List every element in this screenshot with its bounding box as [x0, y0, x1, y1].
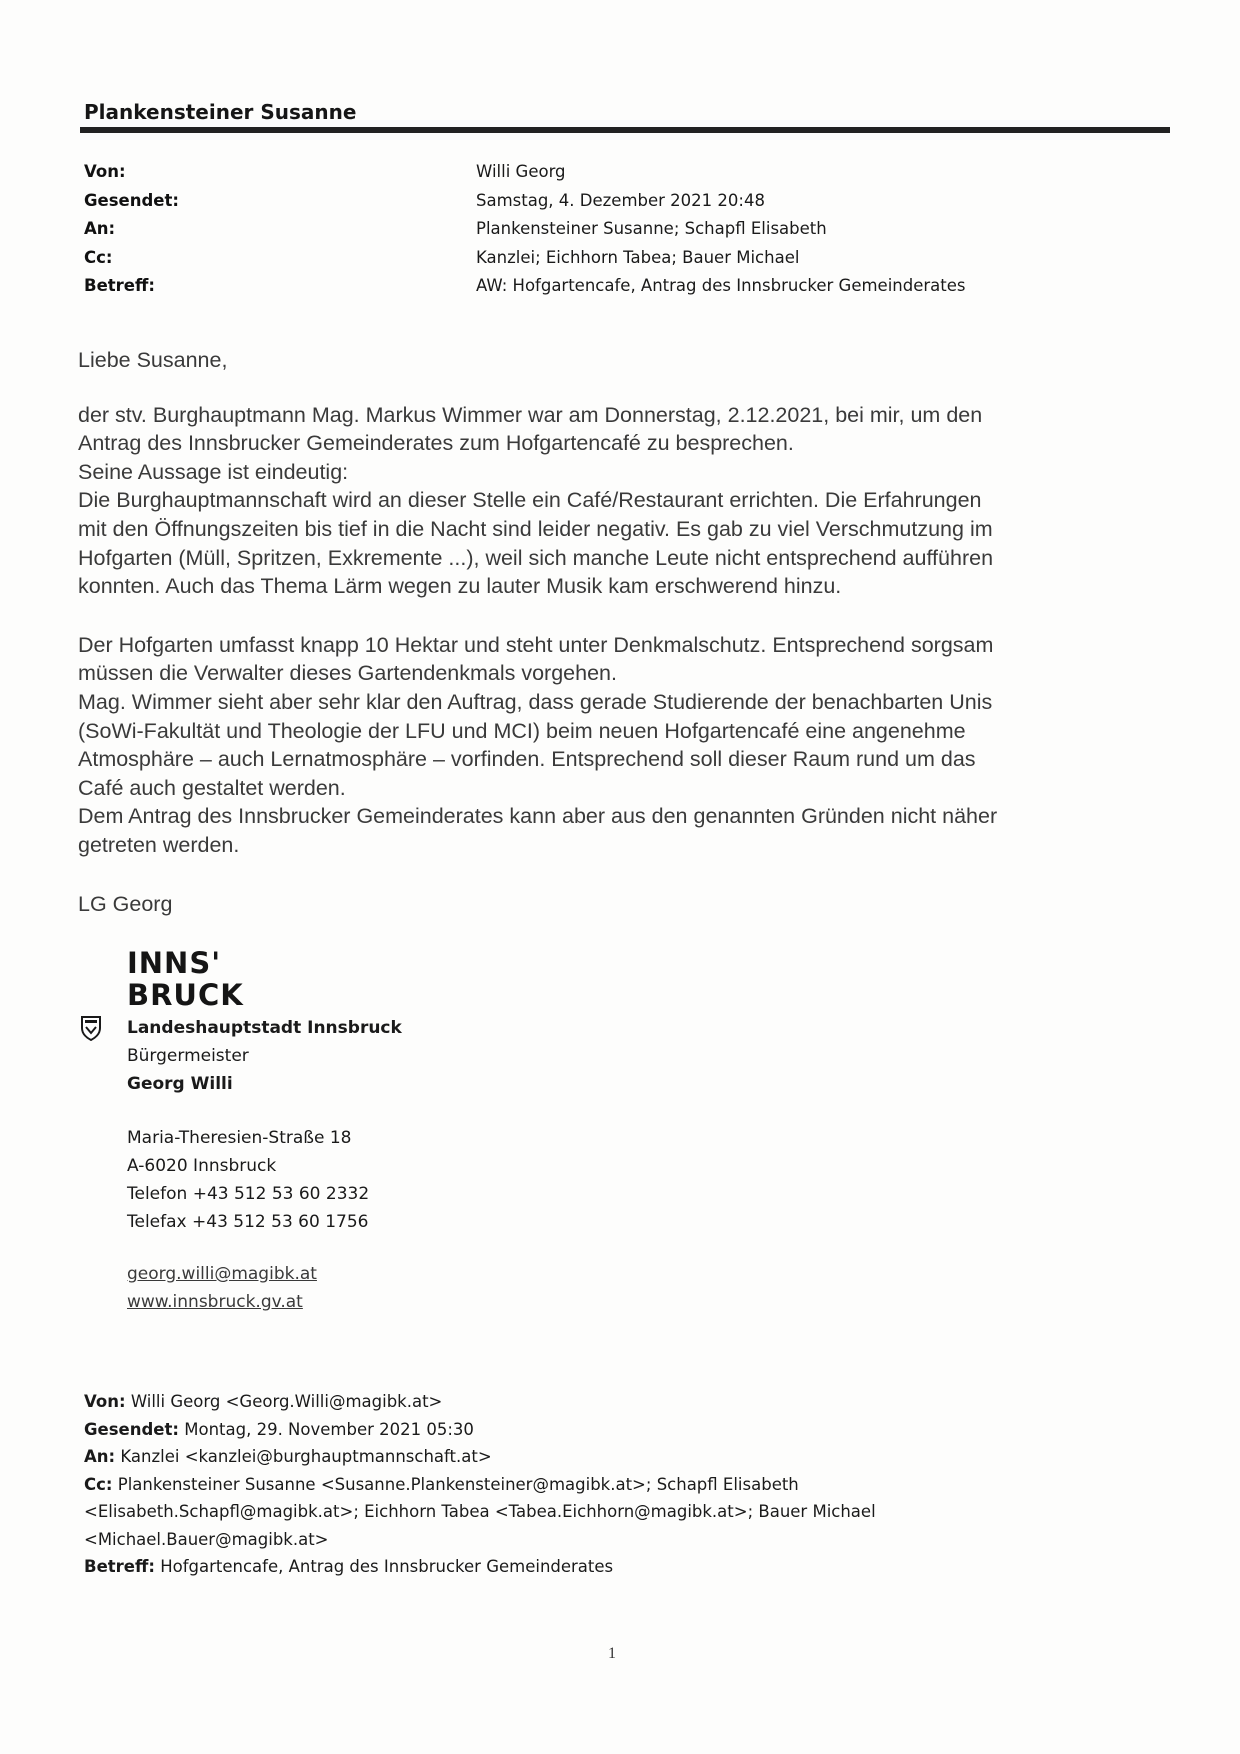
body-line: müssen die Verwalter dieses Gartendenkmals vorgehen.: [78, 661, 617, 686]
fwd-cc-row: [84, 1471, 876, 1499]
von-label: Von:: [84, 162, 126, 181]
body-line: Hofgarten (Müll, Spritzen, Exkremente ...), weil sich manche Leute nicht entsprechend aufführen: [78, 545, 994, 570]
fwd-von-value: Willi Georg <Georg.Willi@magibk.at>: [130, 1392, 443, 1411]
body-line: mit den Öffnungszeiten bis tief in die Nacht sind leider negativ. Es gab zu viel Verschmutzung im: [78, 516, 993, 541]
body-line: der stv. Burghauptmann Mag. Markus Wimmer war am Donnerstag, 2.12.2021, bei mir, um den: [78, 402, 983, 427]
body-line: Café auch gestaltet werden.: [78, 775, 346, 800]
email-link[interactable]: georg.willi@magibk.at: [127, 1264, 317, 1284]
greeting: Liebe Susanne,: [78, 348, 228, 372]
forwarded-header: [84, 1388, 876, 1581]
fwd-von-label: Von:: [84, 1392, 126, 1411]
an-value: Plankensteiner Susanne; Schapfl Elisabeth: [476, 219, 827, 238]
betreff-value: AW: Hofgartencafe, Antrag des Innsbrucker Gemeinderates: [476, 276, 966, 295]
fwd-cc-label: Cc:: [84, 1474, 113, 1494]
signature-org: Landeshauptstadt Innsbruck: [127, 1018, 402, 1038]
von-value: Willi Georg: [476, 162, 566, 181]
body-line: Der Hofgarten umfasst knapp 10 Hektar und steht unter Denkmalschutz. Entsprechend sorgsam: [78, 632, 994, 657]
signature-title: Bürgermeister: [127, 1046, 249, 1066]
betreff-label: Betreff:: [84, 276, 155, 295]
logo-line-2: BRUCK: [127, 978, 244, 1012]
fwd-an-label: An:: [84, 1447, 116, 1466]
logo-line-1: INNS': [127, 946, 222, 980]
body-line: getreten werden.: [78, 832, 240, 857]
fwd-betreff-label: Betreff:: [84, 1557, 155, 1576]
page-number: 1: [608, 1645, 616, 1662]
fwd-gesendet-row: [84, 1416, 876, 1444]
fwd-an-row: [84, 1443, 876, 1471]
signature-street: Maria-Theresien-Straße 18: [127, 1128, 352, 1148]
innsbruck-logo: [127, 947, 244, 1011]
fwd-cc-continuation: <Elisabeth.Schapfl@magibk.at>; Eichhorn Tabea <Tabea.Eichhorn@magibk.at>; Bauer Michael: [84, 1502, 876, 1521]
header-divider: [80, 127, 1170, 133]
body-line: Die Burghauptmannschaft wird an dieser Stelle ein Café/Restaurant errichten. Die Erfahrungen: [78, 488, 982, 513]
signature-name: Georg Willi: [127, 1074, 233, 1094]
fwd-von-row: [84, 1388, 876, 1416]
signature-city: A-6020 Innsbruck: [127, 1156, 277, 1176]
fwd-gesendet-label: Gesendet:: [84, 1419, 179, 1439]
signature-fax: Telefax +43 512 53 60 1756: [127, 1212, 369, 1232]
fwd-cc-continuation: <Michael.Bauer@magibk.at>: [84, 1529, 329, 1549]
signature-block: [127, 1014, 402, 1316]
body-line: (SoWi-Fakultät und Theologie der LFU und MCI) beim neuen Hofgartencafé eine angenehme: [78, 718, 966, 743]
an-label: An:: [84, 219, 116, 238]
body-line: konnten. Auch das Thema Lärm wegen zu lauter Musik kam erschwerend hinzu.: [78, 574, 842, 599]
body-line: Mag. Wimmer sieht aber sehr klar den Auftrag, dass gerade Studierende der benachbarten Unis: [78, 689, 993, 714]
city-crest-icon: [80, 1015, 102, 1041]
body-line: Dem Antrag des Innsbrucker Gemeinderates kann aber aus den genannten Gründen nicht näher: [78, 804, 998, 829]
fwd-betreff-value: Hofgartencafe, Antrag des Innsbrucker Gemeinderates: [160, 1557, 614, 1576]
cc-label: Cc:: [84, 247, 113, 267]
body-line: Seine Aussage ist eindeutig:: [78, 459, 349, 484]
mailbox-owner-name: Plankensteiner Susanne: [84, 100, 357, 124]
fwd-betreff-row: [84, 1553, 876, 1581]
fwd-cc-value: Plankensteiner Susanne <Susanne.Plankensteiner@magibk.at>; Schapfl Elisabeth: [117, 1474, 799, 1494]
email-body: [78, 346, 1168, 918]
cc-value: Kanzlei; Eichhorn Tabea; Bauer Michael: [476, 247, 800, 267]
closing: LG Georg: [78, 891, 173, 916]
website-link[interactable]: www.innsbruck.gv.at: [127, 1292, 303, 1312]
body-line: Atmosphäre – auch Lernatmosphäre – vorfinden. Entsprechend soll dieser Raum rund um das: [78, 747, 976, 772]
signature-phone: Telefon +43 512 53 60 2332: [127, 1184, 370, 1204]
gesendet-label: Gesendet:: [84, 190, 179, 210]
fwd-an-value: Kanzlei <kanzlei@burghauptmannschaft.at>: [120, 1447, 492, 1466]
gesendet-value: Samstag, 4. Dezember 2021 20:48: [476, 190, 765, 210]
body-line: Antrag des Innsbrucker Gemeinderates zum Hofgartencafé zu besprechen.: [78, 431, 794, 456]
fwd-gesendet-value: Montag, 29. November 2021 05:30: [184, 1419, 474, 1439]
